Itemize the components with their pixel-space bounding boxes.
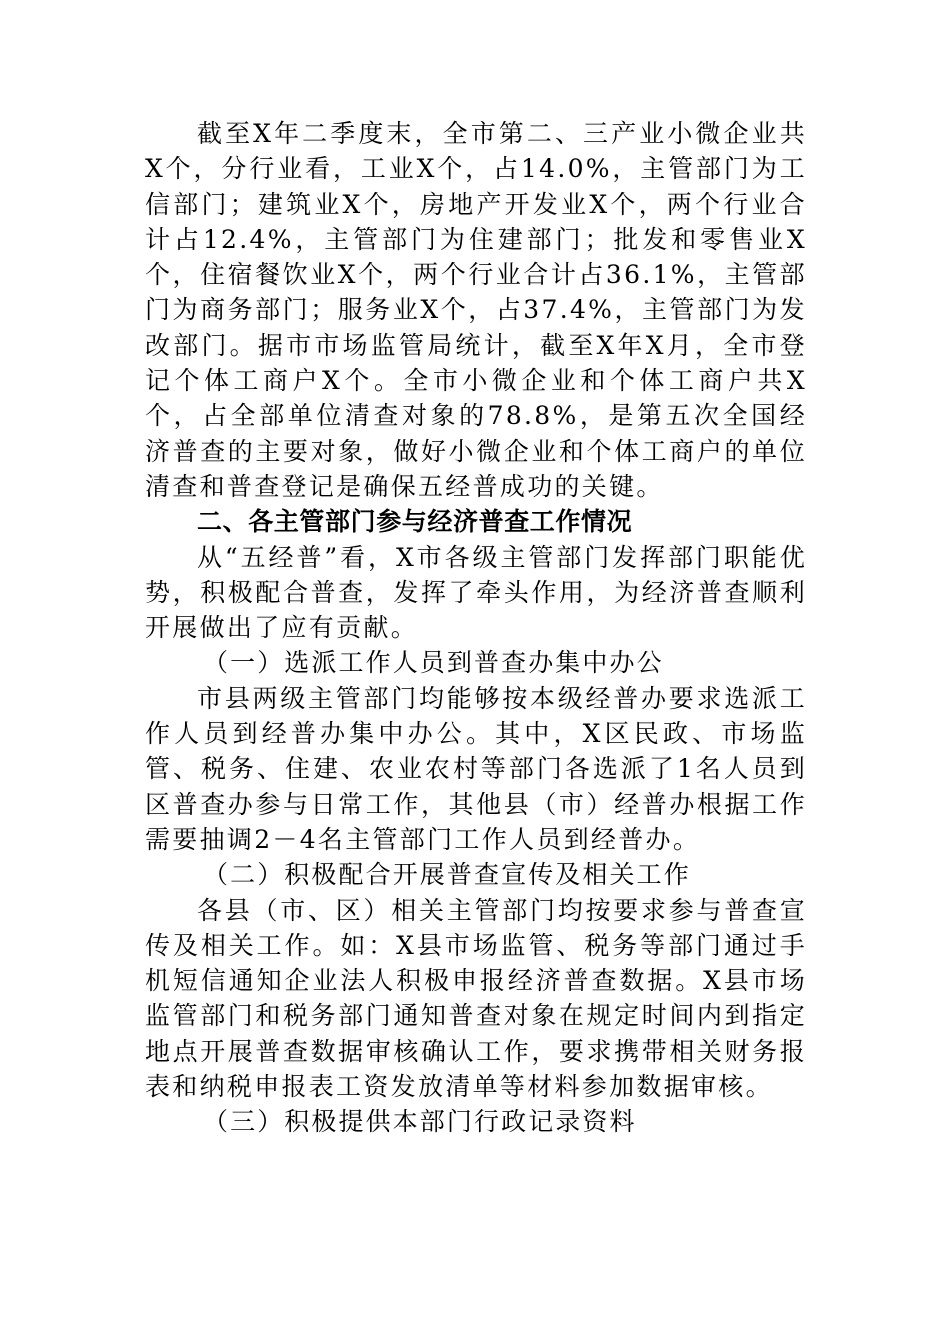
document-body [145, 116, 807, 1140]
subheading-staff-assignment: （一）选派工作人员到普查办集中办公 [203, 648, 664, 678]
paragraph-staff-assignment: 市县两级主管部门均能够按本级经普办要求选派工作人员到经普办集中办公。其中，X区民政、市场监管、税务、住建、农业农村等部门各选派了1名人员到区普查办参与日常工作，其他县（市）经普办根据工作需要抽调2－4名主管部门工作人员到经普办。 [145, 683, 807, 854]
section-heading-departments: 二、各主管部门参与经济普查工作情况 [197, 507, 633, 537]
paragraph-small-micro-enterprises: 截至X年二季度末，全市第二、三产业小微企业共X个，分行业看，工业X个，占14.0%，主管部门为工信部门；建筑业X个，房地产开发业X个，两个行业合计占12.4%，主管部门为住建部门；批发和零售业X个，住宿餐饮业X个，两个行业合计占36.1%，主管部门为商务部门；服务业X个，占37.4%，主管部门为发改部门。据市市场监管局统计，截至X年X月，全市登记个体工商户X个。全市小微企业和个体工商户共X个，占全部单位清查对象的78.8%，是第五次全国经济普查的主要对象，做好小微企业和个体工商户的单位清查和普查登记是确保五经普成功的关键。 [145, 119, 807, 501]
subheading-publicity-work: （二）积极配合开展普查宣传及相关工作 [203, 860, 691, 890]
paragraph-fifth-census-overview: 从“五经普”看，X市各级主管部门发挥部门职能优势，积极配合普查，发挥了牵头作用，为经济普查顺利开展做出了应有贡献。 [145, 542, 807, 643]
subheading-administrative-records: （三）积极提供本部门行政记录资料 [203, 1107, 637, 1137]
paragraph-publicity-work: 各县（市、区）相关主管部门均按要求参与普查宣传及相关工作。如：X县市场监管、税务等部门通过手机短信通知企业法人积极申报经济普查数据。X县市场监管部门和税务部门通知普查对象在规定时间内到指定地点开展普查数据审核确认工作，要求携带相关财务报表和纳税申报表工资发放清单等材料参加数据审核。 [145, 895, 807, 1102]
